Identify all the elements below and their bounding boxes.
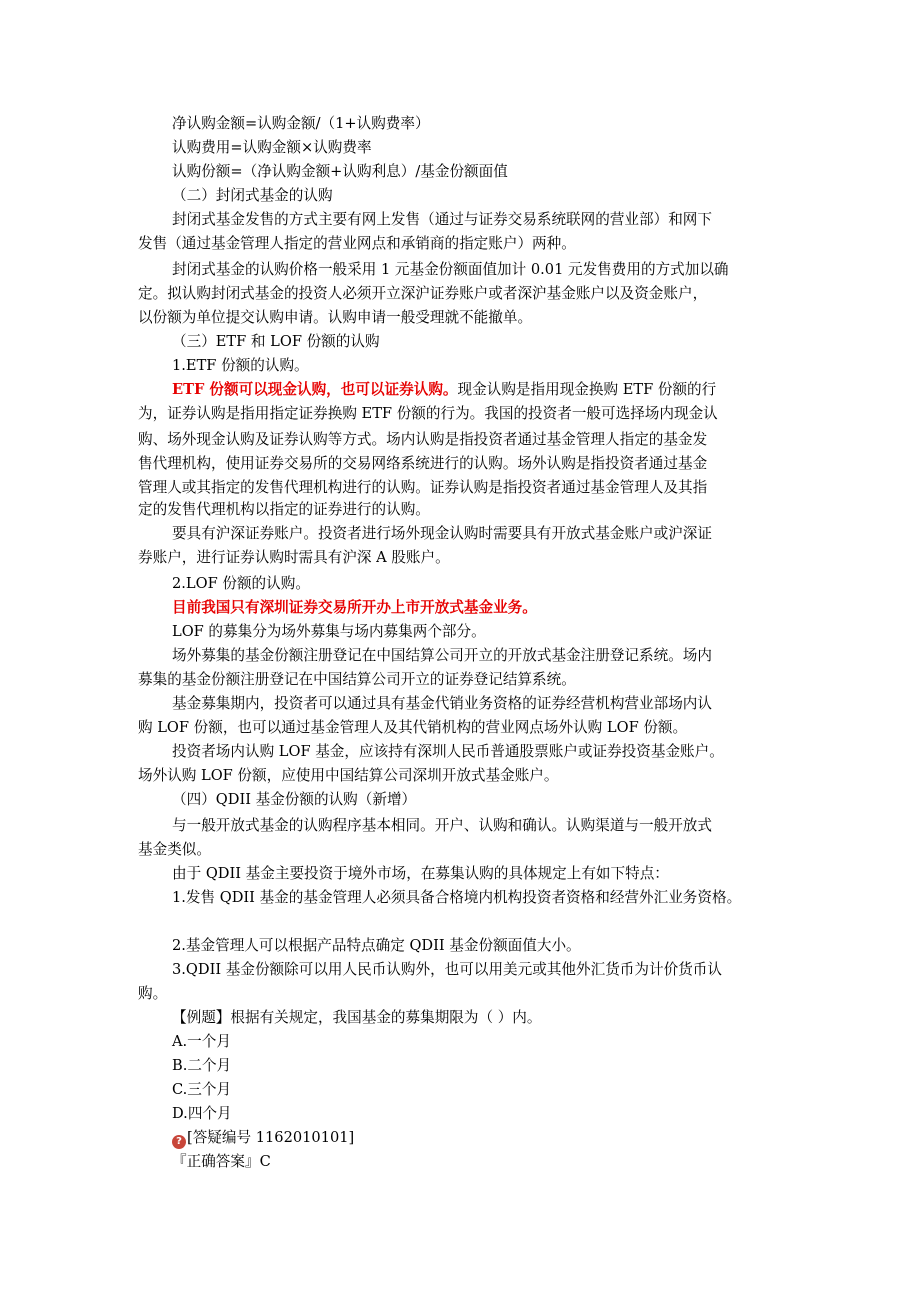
paragraph-line: 定。拟认购封闭式基金的投资人必须开立深沪证券账户或者深沪基金账户以及资金账户， [138, 285, 708, 302]
heading-etf-lof-subscription: （三）ETF 和 LOF 份额的认购 [172, 333, 380, 350]
paragraph-line: 封闭式基金的认购价格一般采用 1 元基金份额面值加计 0.01 元发售费用的方式加以确 [172, 261, 729, 278]
paragraph-line: 由于 QDII 基金主要投资于境外市场，在募集认购的具体规定上有如下特点： [172, 865, 669, 882]
paragraph-line: 投资者场内认购 LOF 基金，应该持有深圳人民币普通股票账户或证券投资基金账户。 [172, 743, 724, 760]
list-item: 3.QDII 基金份额除可以用人民币认购外，也可以用美元或其他外汇货币为计价货币认 [172, 961, 722, 978]
heading-qdii-subscription: （四）QDII 基金份额的认购（新增） [172, 791, 417, 808]
paragraph-line: 基金募集期内，投资者可以通过具有基金代销业务资格的证券经营机构营业部场内认 [172, 695, 712, 712]
option-d: D.四个月 [172, 1105, 232, 1122]
paragraph-line: LOF 的募集分为场外募集与场内募集两个部分。 [172, 623, 486, 640]
paragraph-line: 以份额为单位提交认购申请。认购申请一般受理就不能撤单。 [138, 309, 533, 326]
paragraph-line: 基金类似。 [138, 841, 211, 858]
paragraph-text: 现金认购是指用现金换购 ETF 份额的行 [457, 381, 717, 398]
option-b: B.二个月 [172, 1057, 232, 1074]
paragraph-line: 为，证券认购是指用指定证券换购 ETF 份额的行为。我国的投资者一般可选择场内现金认 [138, 405, 718, 422]
example-question: 【例题】根据有关规定，我国基金的募集期限为（ ）内。 [172, 1009, 542, 1026]
highlight-etf-cash-or-securities: ETF 份额可以现金认购，也可以证券认购。 [172, 381, 458, 398]
paragraph-line: 定的发售代理机构以指定的证券进行的认购。 [138, 501, 430, 518]
highlight-lof-shenzhen: 目前我国只有深圳证券交易所开办上市开放式基金业务。 [172, 599, 537, 616]
paragraph-line: 场外认购 LOF 份额，应使用中国结算公司深圳开放式基金账户。 [138, 767, 559, 784]
paragraph-line: 封闭式基金发售的方式主要有网上发售（通过与证券交易系统联网的营业部）和网下 [172, 211, 712, 228]
list-item: 2.基金管理人可以根据产品特点确定 QDII 基金份额面值大小。 [172, 937, 581, 954]
paragraph-line: 要具有沪深证券账户。投资者进行场外现金认购时需要具有开放式基金账户或沪深证 [172, 525, 712, 542]
subheading-lof: 2.LOF 份额的认购。 [172, 575, 310, 592]
paragraph-line: 发售（通过基金管理人指定的营业网点和承销商的指定账户）两种。 [138, 235, 576, 252]
option-a: A.一个月 [172, 1033, 231, 1050]
qa-reference[interactable] [172, 1128, 354, 1149]
paragraph-line: 与一般开放式基金的认购程序基本相同。开户、认购和确认。认购渠道与一般开放式 [172, 817, 712, 834]
list-item: 1.发售 QDII 基金的基金管理人必须具备合格境内机构投资者资格和经营外汇业务资格。 [172, 889, 742, 906]
paragraph-line: 募集的基金份额注册登记在中国结算公司开立的证券登记结算系统。 [138, 671, 576, 688]
heading-closed-end-subscription: （二）封闭式基金的认购 [172, 187, 333, 204]
question-icon[interactable]: ? [172, 1135, 186, 1149]
paragraph-line: 场外募集的基金份额注册登记在中国结算公司开立的开放式基金注册登记系统。场内 [172, 647, 712, 664]
paragraph-line: 购 LOF 份额，也可以通过基金管理人及其代销机构的营业网点场外认购 LOF 份额。 [138, 719, 688, 736]
paragraph-line [172, 380, 716, 400]
subheading-etf: 1.ETF 份额的认购。 [172, 357, 309, 374]
paragraph-line: 券账户，进行证券认购时需具有沪深 A 股账户。 [138, 549, 450, 566]
paragraph-line: 管理人或其指定的发售代理机构进行的认购。证券认购是指投资者通过基金管理人及其指 [138, 479, 708, 496]
correct-answer: 『正确答案』C [172, 1153, 271, 1170]
formula-net-subscription: 净认购金额=认购金额/（1+认购费率） [172, 115, 430, 132]
option-c: C.三个月 [172, 1081, 232, 1098]
formula-subscription-shares: 认购份额=（净认购金额+认购利息）/基金份额面值 [172, 163, 508, 180]
paragraph-line: 购。 [138, 985, 168, 1002]
paragraph-line: 购、场外现金认购及证券认购等方式。场内认购是指投资者通过基金管理人指定的基金发 [138, 431, 708, 448]
qa-reference-number: [答疑编号 1162010101] [187, 1129, 355, 1146]
formula-subscription-fee: 认购费用=认购金额×认购费率 [172, 139, 372, 156]
paragraph-line: 售代理机构，使用证券交易所的交易网络系统进行的认购。场外认购是指投资者通过基金 [138, 455, 708, 472]
